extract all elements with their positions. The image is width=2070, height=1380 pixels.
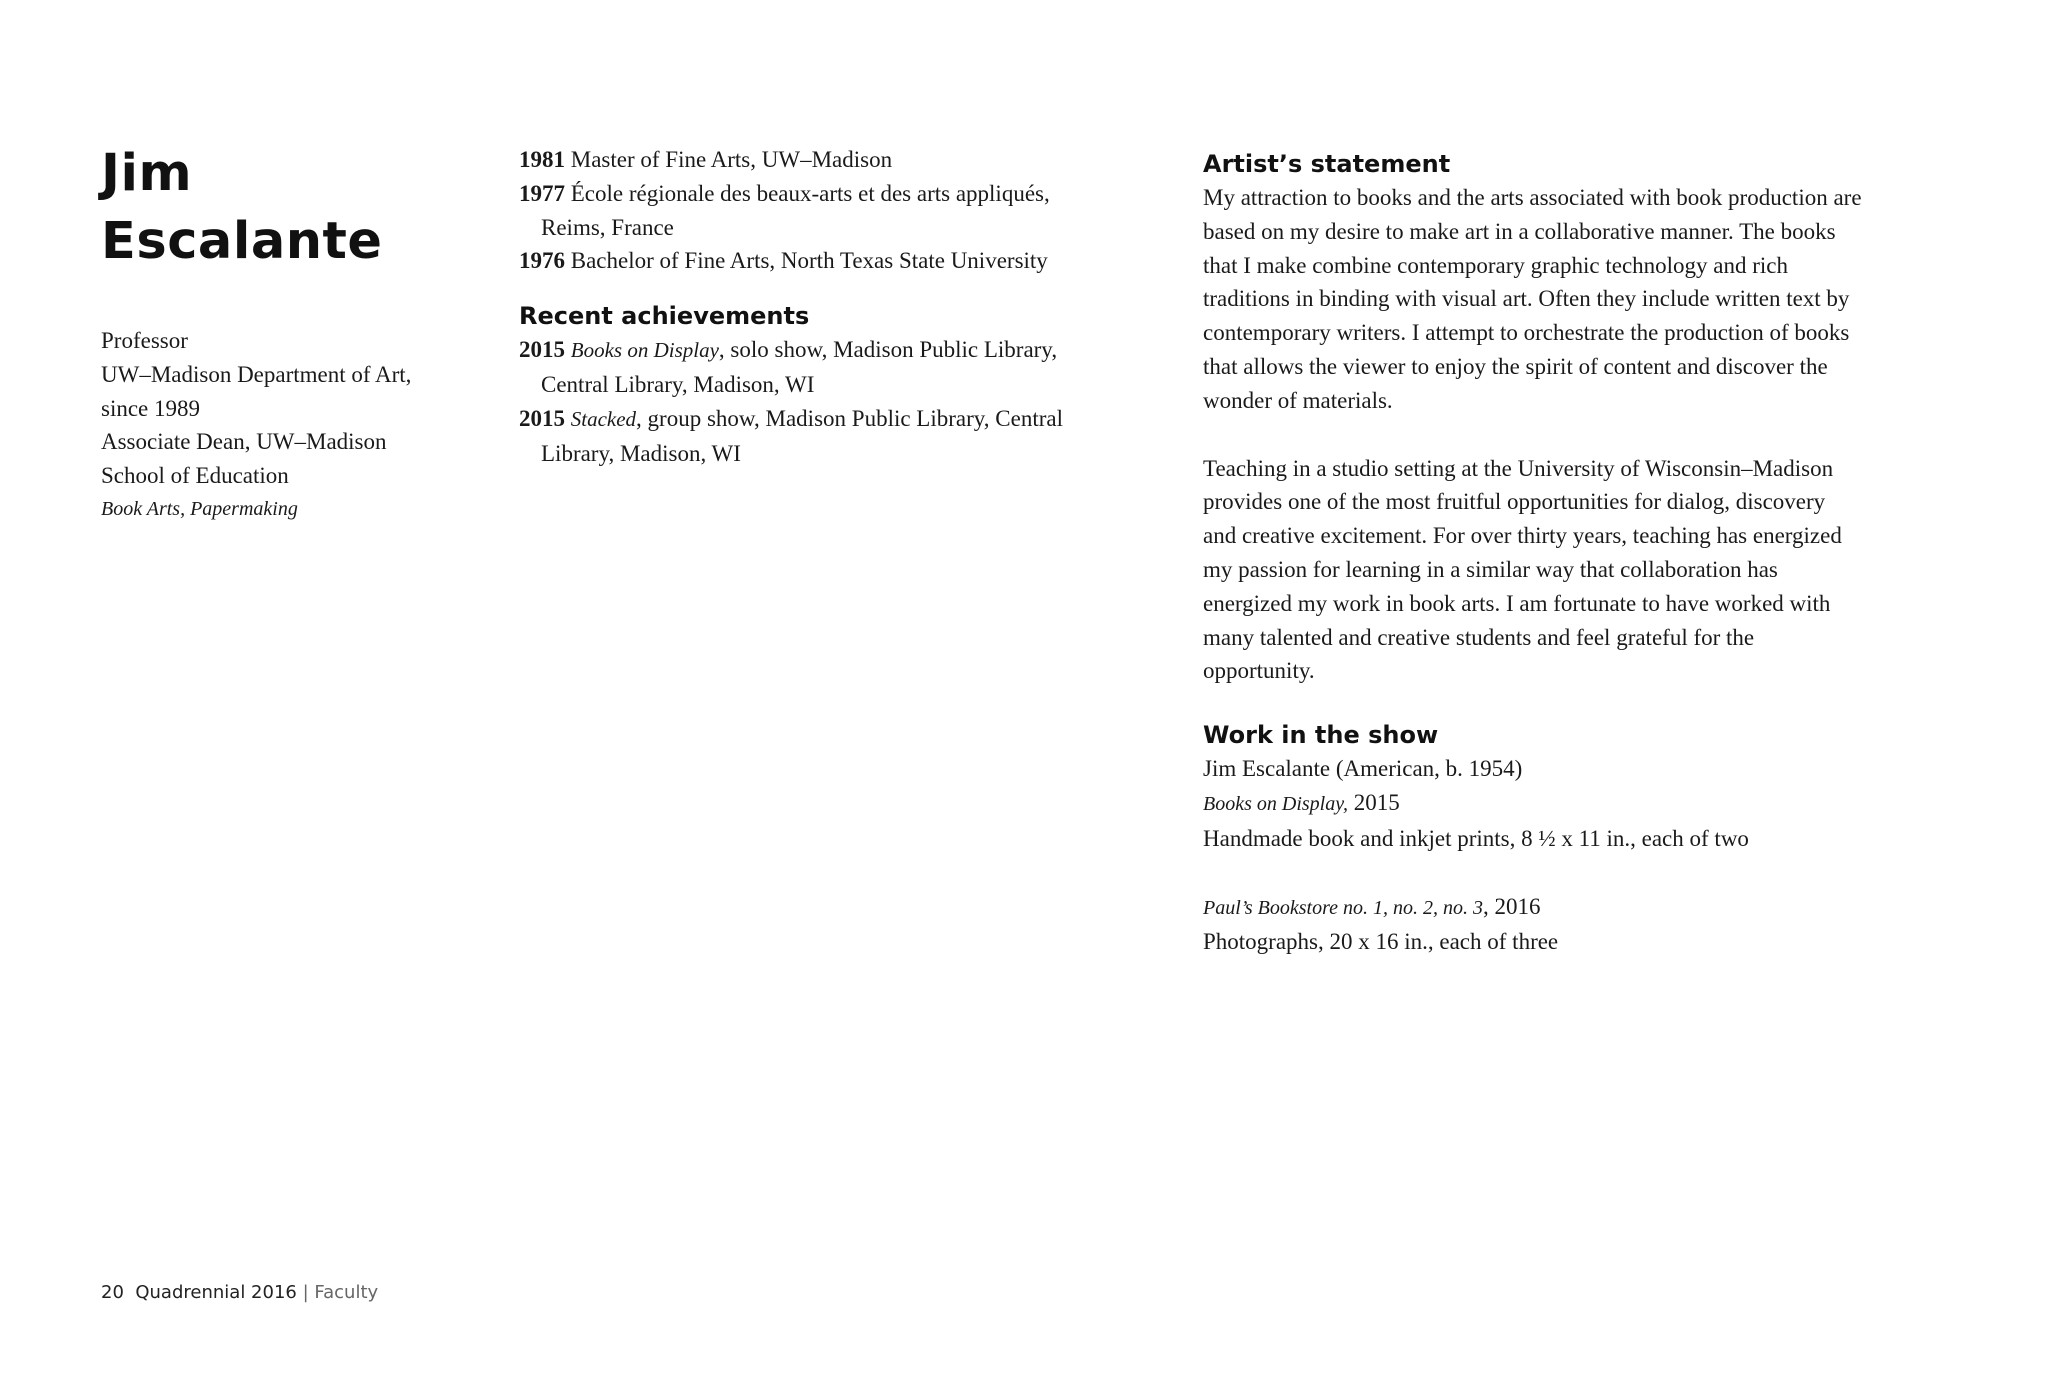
- achievements-heading: Recent achievements: [519, 302, 810, 331]
- work-1-medium: Handmade book and inkjet prints, 8 ½ x 11 in., each of two: [1203, 825, 1749, 851]
- education-text: Bachelor of Fine Arts, North Texas State University: [570, 248, 1048, 274]
- achievement-year: 2015: [519, 337, 565, 363]
- education-item: [519, 143, 1079, 177]
- education-year: 1981: [519, 147, 565, 172]
- work-1-title-line: [1203, 786, 1863, 822]
- achievements-section: [519, 299, 1079, 470]
- name-last: Escalante: [101, 212, 383, 271]
- work-1-title: Books on Display,: [1203, 792, 1348, 815]
- bio-dept-line2: since 1989: [101, 395, 201, 421]
- work-2-title-line: [1203, 890, 1863, 926]
- work-section: [1203, 718, 1863, 959]
- work-2-medium: Photographs, 20 x 16 in., each of three: [1203, 929, 1559, 955]
- education-text: École régionale des beaux-arts et des arts appliqués, Reims, France: [541, 180, 1050, 240]
- work-artist: Jim Escalante (American, b. 1954): [1203, 756, 1523, 782]
- profile-column: [101, 140, 481, 527]
- bio-areas: Book Arts, Papermaking: [101, 497, 298, 520]
- education-list: [519, 143, 1079, 278]
- statement-heading: Artist’s statement: [1203, 150, 1451, 178]
- bio-dean-line1: Associate Dean, UW–Madison: [101, 429, 387, 455]
- work-2-year: , 2016: [1483, 893, 1541, 919]
- credentials-column: [519, 143, 1079, 470]
- achievement-title: Books on Display: [570, 338, 719, 363]
- page-footer: [101, 1282, 378, 1303]
- statement-section: [1203, 147, 1863, 688]
- work-heading: Work in the show: [1203, 721, 1439, 750]
- achievement-year: 2015: [519, 405, 565, 431]
- bio-dean-line2: School of Education: [101, 463, 289, 489]
- statement-paragraph-1: My attraction to books and the arts associated with book production are based on my desire to make art in a collaborative manner. The books that I make combine contemporary graphic technology and rich traditions in binding with visual art. Often they include written text by contemporary writers. I attempt to orchestrate the production of books that allows the viewer to enjoy the spirit of content and discover the wonder of materials.: [1203, 185, 1862, 413]
- bio-block: [101, 324, 481, 527]
- achievement-item: [519, 333, 1079, 402]
- page-number: 20: [101, 1282, 124, 1303]
- footer-separator: |: [302, 1282, 309, 1303]
- page-title: [101, 140, 481, 276]
- name-first: Jim: [101, 144, 193, 203]
- education-item: [519, 244, 1079, 278]
- bio-title: Professor: [101, 328, 188, 353]
- work-1-year: 2015: [1348, 789, 1400, 815]
- section-name: Faculty: [314, 1282, 379, 1303]
- achievement-title: Stacked: [570, 406, 637, 431]
- publication-name: Quadrennial 2016: [135, 1282, 297, 1303]
- bio-dept-line1: UW–Madison Department of Art,: [101, 361, 412, 387]
- work-2-title: Paul’s Bookstore no. 1, no. 2, no. 3: [1203, 896, 1483, 919]
- statement-column: [1203, 147, 1863, 959]
- education-year: 1977: [519, 180, 565, 206]
- statement-paragraph-2: Teaching in a studio setting at the University of Wisconsin–Madison provides one of the most fruitful opportunities for dialog, discovery and creative excitement. For over thirty years, teaching has energized my passion for learning in a similar way that collaboration has energized my work in book arts. I am fortunate to have worked with many talented and creative students and feel grateful for the opportunity.: [1203, 455, 1842, 684]
- education-text: Master of Fine Arts, UW–Madison: [570, 147, 893, 172]
- education-item: [519, 177, 1079, 245]
- achievement-text: , group show, Madison Public Library, Central Library, Madison, WI: [541, 405, 1063, 466]
- achievement-item: [519, 402, 1079, 471]
- education-year: 1976: [519, 248, 565, 274]
- achievement-text: , solo show, Madison Public Library, Central Library, Madison, WI: [541, 337, 1058, 397]
